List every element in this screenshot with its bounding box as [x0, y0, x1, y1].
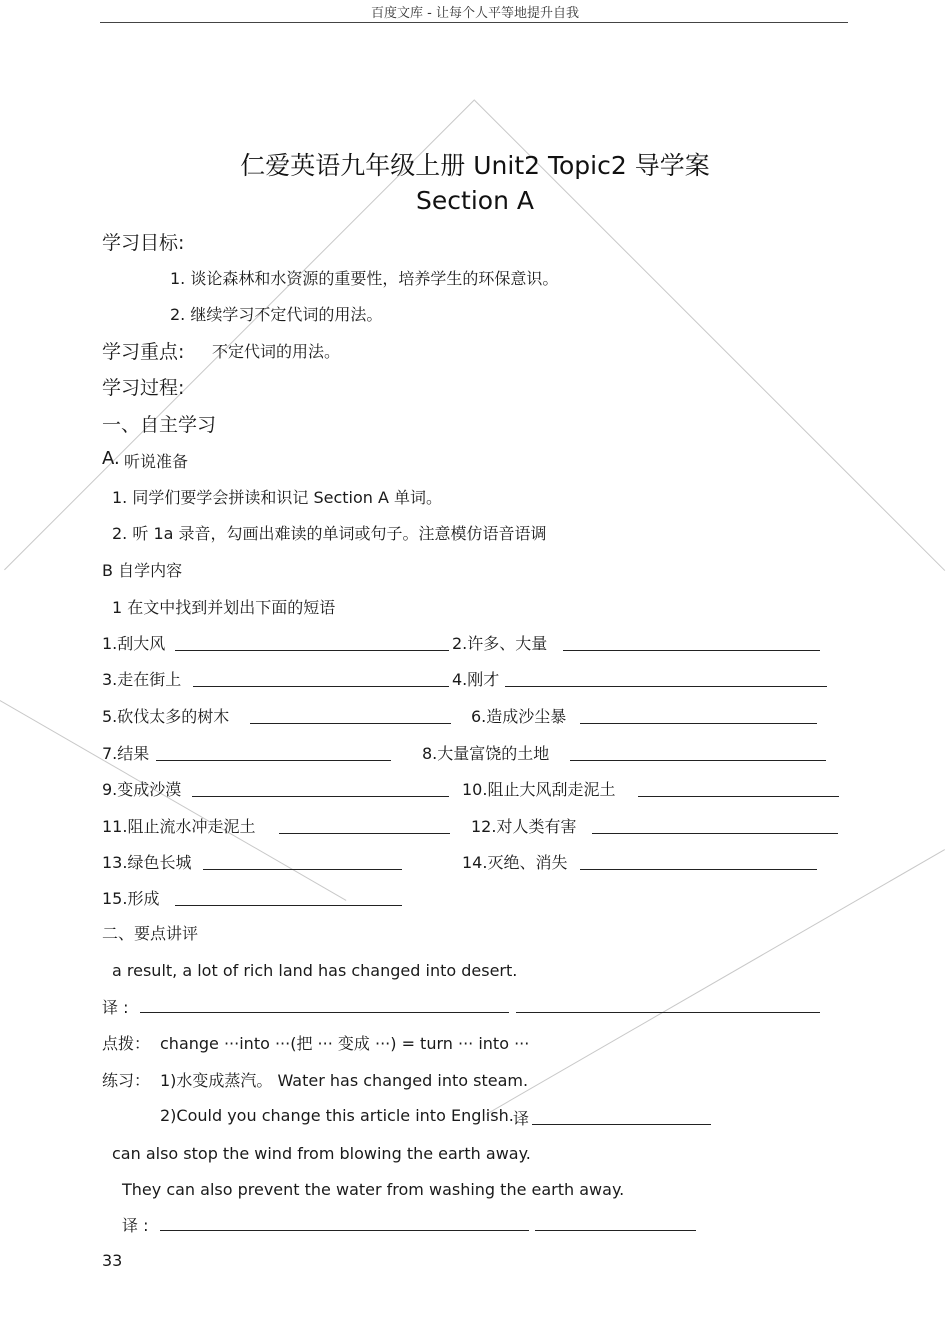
phrase-label: 3.走在街上: [102, 670, 182, 689]
answer-blank[interactable]: [156, 760, 391, 761]
answer-blank[interactable]: [505, 686, 827, 687]
phrase-label: 14.灭绝、消失: [462, 853, 568, 872]
phrase-label: 11.阻止流水冲走泥土: [102, 817, 256, 836]
phrase-label: 4.刚才: [452, 670, 500, 689]
answer-blank[interactable]: [516, 1012, 820, 1013]
answer-blank[interactable]: [592, 833, 838, 834]
phrase-label: 5.砍伐太多的树木: [102, 707, 230, 726]
answer-blank[interactable]: [570, 760, 826, 761]
phrase-label: 7.结果: [102, 744, 150, 763]
phrase-label: 2.许多、大量: [452, 634, 548, 653]
answer-blank[interactable]: [203, 869, 402, 870]
example-sentence: a result, a lot of rich land has changed into desert.: [112, 961, 518, 980]
goal-item: 1. 谈论森林和水资源的重要性，培养学生的环保意识。: [170, 269, 559, 288]
translate-label: 译 :: [122, 1216, 149, 1235]
phrase-label: 6.造成沙尘暴: [471, 707, 567, 726]
key-points-heading: 二、要点讲评: [102, 924, 199, 943]
answer-blank[interactable]: [160, 1230, 529, 1231]
section-a-item: 1. 同学们要学会拼读和识记 Section A 单词。: [112, 488, 443, 507]
translate-label: 译 :: [102, 998, 129, 1017]
practice-item: 2)Could you change this article into English.: [160, 1106, 514, 1125]
section-a-label: A.: [102, 448, 120, 469]
practice-label: 练习：: [102, 1071, 151, 1090]
goals-heading: 学习目标:: [102, 232, 185, 254]
answer-blank[interactable]: [279, 833, 450, 834]
tip-label: 点拨：: [102, 1034, 151, 1053]
tip-text: change ···into ···(把 ··· 变成 ···) = turn ··· into ···: [160, 1034, 530, 1053]
self-study-heading: 一、自主学习: [102, 414, 217, 436]
answer-blank[interactable]: [140, 1012, 509, 1013]
answer-blank[interactable]: [580, 869, 817, 870]
page-header: 百度文库 - 让每个人平等地提升自我: [371, 6, 579, 21]
section-b-intro: 1 在文中找到并划出下面的短语: [112, 598, 336, 617]
phrase-label: 15.形成: [102, 889, 160, 908]
answer-blank[interactable]: [535, 1230, 696, 1231]
answer-blank[interactable]: [175, 650, 449, 651]
phrase-label: 8.大量富饶的土地: [422, 744, 550, 763]
answer-blank[interactable]: [563, 650, 820, 651]
answer-blank[interactable]: [638, 796, 839, 797]
section-a-item: 2. 听 1a 录音，勾画出难读的单词或句子。注意模仿语音语调: [112, 524, 547, 543]
answer-blank[interactable]: [193, 686, 449, 687]
phrase-label: 1.刮大风: [102, 634, 166, 653]
phrase-label: 9.变成沙漠: [102, 780, 182, 799]
answer-blank[interactable]: [532, 1124, 711, 1125]
watermark-line: [486, 849, 945, 1115]
answer-blank[interactable]: [175, 905, 402, 906]
focus-heading: 学习重点:: [102, 341, 185, 363]
section-b-heading: B 自学内容: [102, 561, 183, 580]
translate-label: 译: [513, 1109, 530, 1128]
focus-text: 不定代词的用法。: [212, 342, 341, 361]
answer-blank[interactable]: [192, 796, 449, 797]
practice-item: 1)水变成蒸汽。 Water has changed into steam.: [160, 1071, 529, 1090]
phrase-label: 10.阻止大风刮走泥土: [462, 780, 616, 799]
example-sentence: They can also prevent the water from washing the earth away.: [122, 1180, 625, 1199]
page-number: 33: [102, 1251, 123, 1270]
goal-item: 2. 继续学习不定代词的用法。: [170, 305, 383, 324]
phrase-label: 12.对人类有害: [471, 817, 577, 836]
answer-blank[interactable]: [250, 723, 451, 724]
document-title: 仁爱英语九年级上册 Unit2 Topic2 导学案: [240, 151, 710, 180]
document-subtitle: Section A: [416, 186, 534, 215]
header-divider: [100, 22, 848, 23]
example-sentence: can also stop the wind from blowing the earth away.: [112, 1144, 531, 1163]
answer-blank[interactable]: [580, 723, 817, 724]
phrase-label: 13.绿色长城: [102, 853, 192, 872]
section-a-text: 听说准备: [124, 452, 189, 471]
process-heading: 学习过程:: [102, 377, 185, 399]
